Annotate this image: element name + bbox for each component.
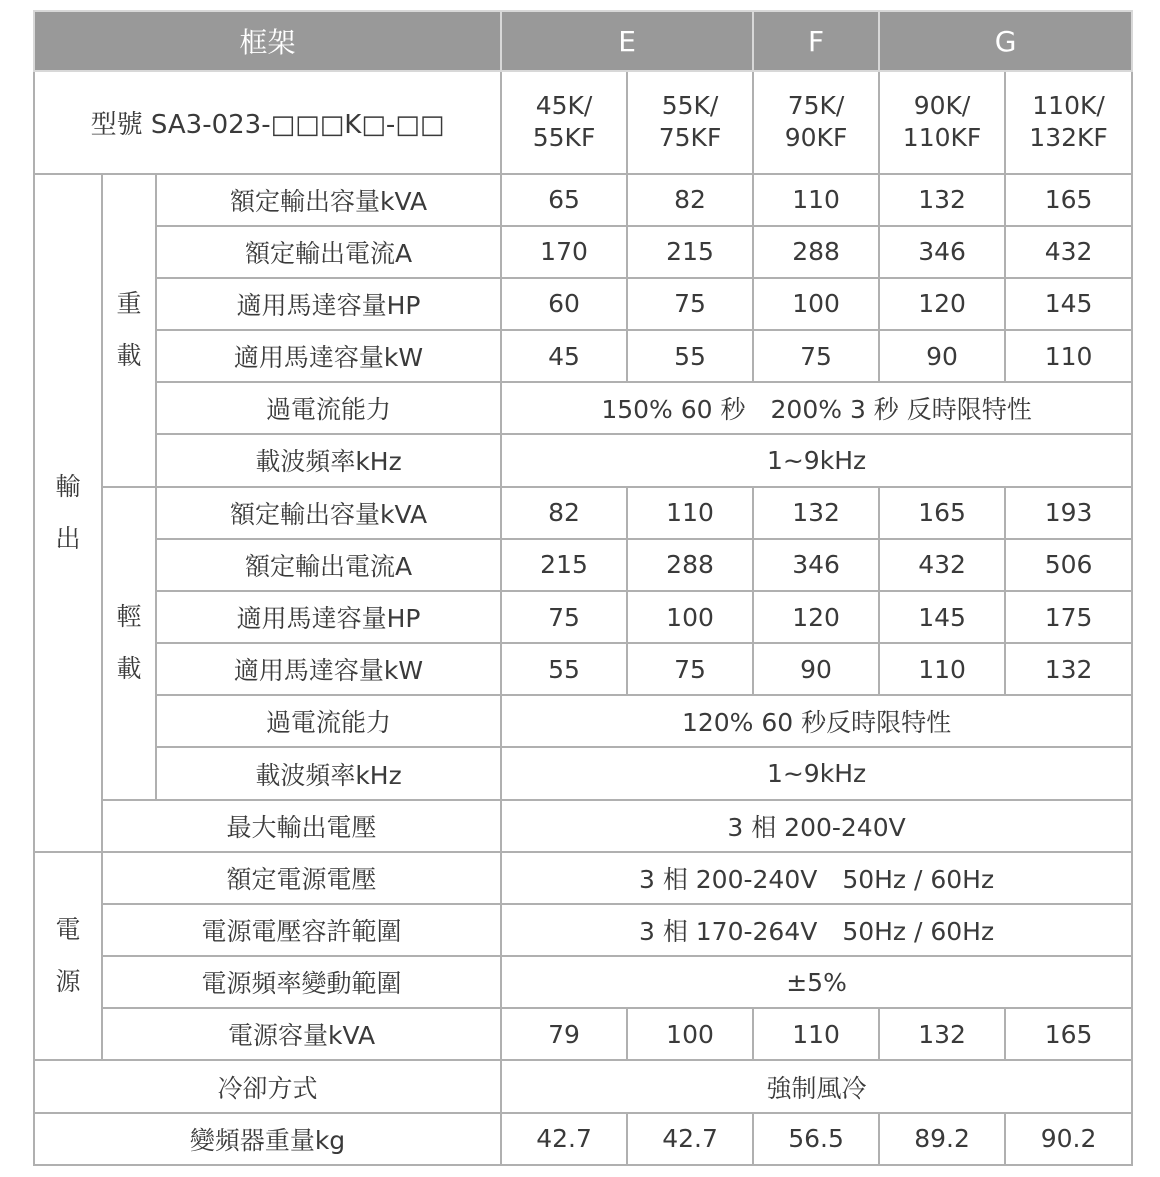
overload-value: 150% 60 秒 200% 3 秒 反時限特性 — [501, 382, 1132, 434]
row-label: 過電流能力 — [156, 695, 501, 747]
voltage-tolerance-value: 3 相 170-264V 50Hz / 60Hz — [501, 904, 1132, 956]
value-cell: 79 — [501, 1008, 627, 1060]
row-label: 最大輸出電壓 — [102, 800, 501, 852]
row-label: 冷卻方式 — [34, 1060, 501, 1112]
max-output-voltage-value: 3 相 200-240V — [501, 800, 1132, 852]
row-label: 適用馬達容量kW — [156, 330, 501, 382]
frequency-tolerance-value: ±5% — [501, 956, 1132, 1008]
model-col-1: 45K/ 55KF — [501, 71, 627, 173]
value-cell: 75 — [753, 330, 879, 382]
power-row-rated-voltage — [34, 852, 1132, 904]
frame-g: G — [879, 11, 1132, 71]
cooling-value: 強制風冷 — [501, 1060, 1132, 1112]
model-col-3: 75K/ 90KF — [753, 71, 879, 173]
value-cell: 75 — [627, 278, 753, 330]
spec-table — [33, 10, 1133, 1166]
frame-f: F — [753, 11, 879, 71]
max-output-voltage-row — [34, 800, 1132, 852]
value-cell: 215 — [501, 539, 627, 591]
value-cell: 60 — [501, 278, 627, 330]
value-cell: 42.7 — [627, 1113, 753, 1165]
value-cell: 215 — [627, 226, 753, 278]
light-row-current — [34, 539, 1132, 591]
value-cell: 288 — [627, 539, 753, 591]
value-cell: 346 — [879, 226, 1005, 278]
value-cell: 132 — [879, 1008, 1005, 1060]
value-cell: 110 — [1005, 330, 1132, 382]
value-cell: 432 — [1005, 226, 1132, 278]
value-cell: 90.2 — [1005, 1113, 1132, 1165]
row-label: 載波頻率kHz — [156, 434, 501, 486]
value-cell: 55 — [627, 330, 753, 382]
value-cell: 193 — [1005, 487, 1132, 539]
group-heavy: 重 載 — [102, 174, 156, 487]
power-row-frequency-tolerance — [34, 956, 1132, 1008]
frame-label: 框架 — [34, 11, 501, 71]
light-row-kva — [34, 487, 1132, 539]
value-cell: 82 — [627, 174, 753, 226]
value-cell: 432 — [879, 539, 1005, 591]
value-cell: 75 — [627, 643, 753, 695]
value-cell: 165 — [1005, 174, 1132, 226]
light-row-hp — [34, 591, 1132, 643]
power-row-voltage-tolerance — [34, 904, 1132, 956]
value-cell: 288 — [753, 226, 879, 278]
heavy-row-kw — [34, 330, 1132, 382]
value-cell: 110 — [753, 174, 879, 226]
heavy-row-overload — [34, 382, 1132, 434]
heavy-row-carrier — [34, 434, 1132, 486]
value-cell: 145 — [879, 591, 1005, 643]
carrier-value: 1~9kHz — [501, 747, 1132, 799]
value-cell: 75 — [501, 591, 627, 643]
value-cell: 89.2 — [879, 1113, 1005, 1165]
carrier-value: 1~9kHz — [501, 434, 1132, 486]
value-cell: 165 — [879, 487, 1005, 539]
model-col-4: 90K/ 110KF — [879, 71, 1005, 173]
frame-e: E — [501, 11, 753, 71]
light-row-kw — [34, 643, 1132, 695]
row-label: 載波頻率kHz — [156, 747, 501, 799]
value-cell: 56.5 — [753, 1113, 879, 1165]
value-cell: 132 — [753, 487, 879, 539]
model-col-2: 55K/ 75KF — [627, 71, 753, 173]
frame-header-row — [34, 11, 1132, 71]
value-cell: 82 — [501, 487, 627, 539]
value-cell: 165 — [1005, 1008, 1132, 1060]
value-cell: 110 — [879, 643, 1005, 695]
row-label: 額定輸出容量kVA — [156, 174, 501, 226]
value-cell: 100 — [753, 278, 879, 330]
value-cell: 110 — [753, 1008, 879, 1060]
row-label: 適用馬達容量HP — [156, 591, 501, 643]
value-cell: 90 — [879, 330, 1005, 382]
power-row-capacity — [34, 1008, 1132, 1060]
model-col-5: 110K/ 132KF — [1005, 71, 1132, 173]
value-cell: 145 — [1005, 278, 1132, 330]
value-cell: 506 — [1005, 539, 1132, 591]
group-power: 電 源 — [34, 852, 102, 1061]
row-label: 額定電源電壓 — [102, 852, 501, 904]
group-output: 輸 出 — [34, 174, 102, 852]
value-cell: 120 — [879, 278, 1005, 330]
value-cell: 100 — [627, 1008, 753, 1060]
value-cell: 132 — [879, 174, 1005, 226]
row-label: 額定輸出電流A — [156, 539, 501, 591]
group-light: 輕 載 — [102, 487, 156, 800]
value-cell: 45 — [501, 330, 627, 382]
weight-row — [34, 1113, 1132, 1165]
value-cell: 120 — [753, 591, 879, 643]
heavy-row-hp — [34, 278, 1132, 330]
heavy-row-current — [34, 226, 1132, 278]
value-cell: 65 — [501, 174, 627, 226]
heavy-row-kva — [34, 174, 1132, 226]
value-cell: 42.7 — [501, 1113, 627, 1165]
row-label: 過電流能力 — [156, 382, 501, 434]
overload-value: 120% 60 秒反時限特性 — [501, 695, 1132, 747]
row-label: 額定輸出容量kVA — [156, 487, 501, 539]
light-row-carrier — [34, 747, 1132, 799]
value-cell: 175 — [1005, 591, 1132, 643]
row-label: 適用馬達容量kW — [156, 643, 501, 695]
row-label: 電源容量kVA — [102, 1008, 501, 1060]
cooling-row — [34, 1060, 1132, 1112]
value-cell: 100 — [627, 591, 753, 643]
row-label: 變頻器重量kg — [34, 1113, 501, 1165]
model-label: 型號 SA3-023-□□□K□-□□ — [34, 71, 501, 173]
rated-voltage-value: 3 相 200-240V 50Hz / 60Hz — [501, 852, 1132, 904]
row-label: 電源頻率變動範圍 — [102, 956, 501, 1008]
light-row-overload — [34, 695, 1132, 747]
row-label: 額定輸出電流A — [156, 226, 501, 278]
row-label: 電源電壓容許範圍 — [102, 904, 501, 956]
value-cell: 90 — [753, 643, 879, 695]
value-cell: 55 — [501, 643, 627, 695]
value-cell: 132 — [1005, 643, 1132, 695]
value-cell: 170 — [501, 226, 627, 278]
value-cell: 346 — [753, 539, 879, 591]
row-label: 適用馬達容量HP — [156, 278, 501, 330]
model-row — [34, 71, 1132, 173]
value-cell: 110 — [627, 487, 753, 539]
